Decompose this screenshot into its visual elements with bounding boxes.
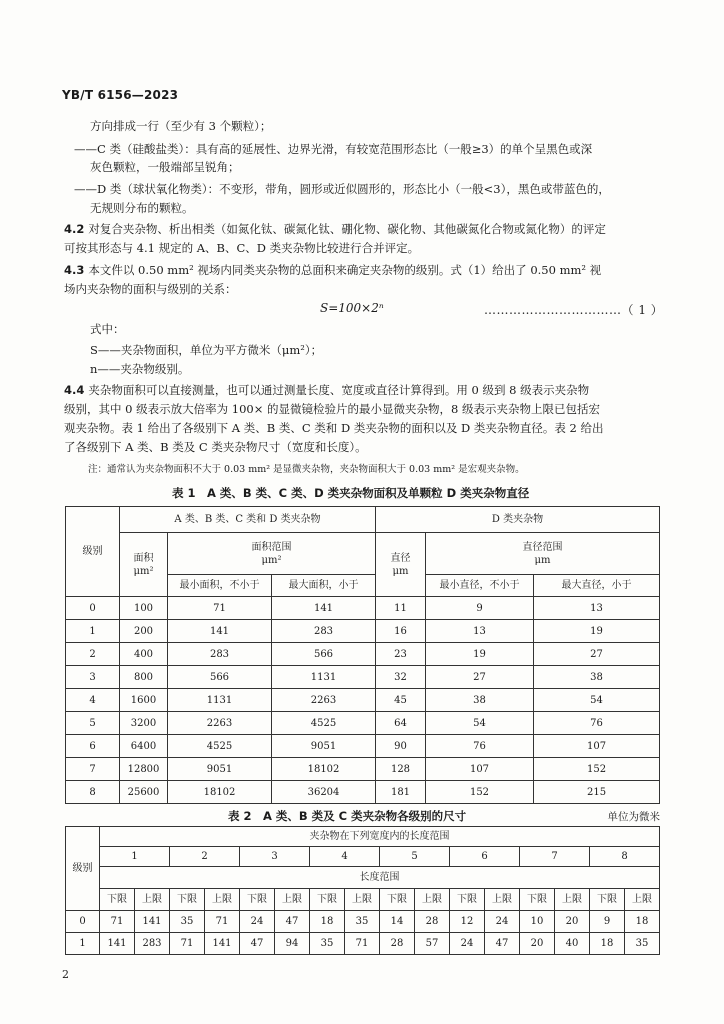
header-area-range-unit: μm² bbox=[261, 554, 282, 566]
para-line: 场内夹杂物的面积与级别的关系： bbox=[64, 282, 237, 296]
para-line: 方向排成一行（至少有 3 个颗粒）； bbox=[90, 119, 272, 133]
width-header: 7 bbox=[520, 847, 590, 867]
table-cell: 9051 bbox=[168, 758, 272, 781]
table-row bbox=[66, 781, 660, 804]
table-cell: 27 bbox=[426, 666, 534, 689]
list-item-d: ——D 类（球状氧化物类）：不变形，带角，圆形或近似圆形的，形态比小（一般<3），黑色或带蓝色的， bbox=[74, 182, 610, 196]
upper-limit-header: 上限 bbox=[275, 889, 310, 911]
table-cell: 100 bbox=[120, 597, 168, 620]
header-diameter-unit: μm bbox=[392, 565, 409, 577]
table-cell: 35 bbox=[310, 933, 345, 955]
header-level: 级别 bbox=[66, 827, 100, 911]
definition-s: S——夹杂物面积，单位为平方微米（μm²）； bbox=[90, 343, 323, 357]
table-cell: 0 bbox=[66, 597, 120, 620]
note: 注：通常认为夹杂物面积不大于 0.03 mm² 是显微夹杂物，夹杂物面积大于 0.03 mm² 是宏观夹杂物。 bbox=[88, 464, 525, 475]
header-level: 级别 bbox=[66, 507, 120, 597]
table-cell: 8 bbox=[66, 781, 120, 804]
table-cell: 4 bbox=[66, 689, 120, 712]
table-cell: 1 bbox=[66, 933, 100, 955]
table-cell: 12800 bbox=[120, 758, 168, 781]
lower-limit-header: 下限 bbox=[170, 889, 205, 911]
table-row bbox=[66, 911, 660, 933]
table-cell: 71 bbox=[205, 911, 240, 933]
upper-limit-header: 上限 bbox=[485, 889, 520, 911]
table-cell: 3200 bbox=[120, 712, 168, 735]
header-area-range-label: 面积范围 bbox=[251, 541, 292, 553]
table-cell: 141 bbox=[100, 933, 135, 955]
para-line: 无规则分布的颗粒。 bbox=[90, 201, 194, 215]
table-cell: 71 bbox=[168, 597, 272, 620]
table-cell: 36204 bbox=[272, 781, 376, 804]
table-cell: 94 bbox=[275, 933, 310, 955]
table-cell: 76 bbox=[426, 735, 534, 758]
header-area-range bbox=[168, 533, 376, 575]
lower-limit-header: 下限 bbox=[100, 889, 135, 911]
table1-caption: 表 1 A 类、B 类、C 类、D 类夹杂物面积及单颗粒 D 类夹杂物直径 bbox=[172, 486, 530, 500]
header-title: 夹杂物在下列宽度内的长度范围 bbox=[100, 827, 660, 847]
header-area-unit: μm² bbox=[133, 565, 154, 577]
header-max-diameter: 最大直径，小于 bbox=[534, 575, 660, 597]
table-cell: 12 bbox=[450, 911, 485, 933]
table-cell: 10 bbox=[520, 911, 555, 933]
list-item-c: ——C 类（硅酸盐类）：具有高的延展性、边界光滑，有较宽范围形态比（一般≥3）的单个呈黑色或深 bbox=[74, 142, 593, 156]
table-cell: 19 bbox=[534, 620, 660, 643]
table-cell: 3 bbox=[66, 666, 120, 689]
lower-limit-header: 下限 bbox=[520, 889, 555, 911]
formula-number: ……………………………（ 1 ） bbox=[484, 303, 664, 317]
table-cell: 283 bbox=[168, 643, 272, 666]
section-4-3 bbox=[64, 261, 601, 279]
table-cell: 13 bbox=[426, 620, 534, 643]
header-min-diameter: 最小直径，不小于 bbox=[426, 575, 534, 597]
table-row bbox=[66, 689, 660, 712]
width-header: 1 bbox=[100, 847, 170, 867]
para-line: 对复合夹杂物、析出相类（如氮化钛、碳氮化钛、硼化物、碳化物、其他碳氮化合物或氮化物）的评定 bbox=[88, 222, 606, 236]
table-row bbox=[66, 643, 660, 666]
table-cell: 141 bbox=[205, 933, 240, 955]
table-cell: 27 bbox=[534, 643, 660, 666]
table-cell: 24 bbox=[450, 933, 485, 955]
table-cell: 24 bbox=[485, 911, 520, 933]
table-row bbox=[66, 758, 660, 781]
table-cell: 1 bbox=[66, 620, 120, 643]
table-cell: 400 bbox=[120, 643, 168, 666]
table-cell: 152 bbox=[534, 758, 660, 781]
table-cell: 11 bbox=[376, 597, 426, 620]
lower-limit-header: 下限 bbox=[240, 889, 275, 911]
para-line: 观夹杂物。表 1 给出了各级别下 A 类、B 类、C 类和 D 类夹杂物的面积以及 D 类夹杂物直径。表 2 给出 bbox=[64, 421, 604, 435]
width-header: 3 bbox=[240, 847, 310, 867]
upper-limit-header: 上限 bbox=[345, 889, 380, 911]
header-length-range: 长度范围 bbox=[100, 867, 660, 889]
lower-limit-header: 下限 bbox=[380, 889, 415, 911]
table-row bbox=[66, 933, 660, 955]
page-number: 2 bbox=[62, 968, 69, 981]
table-cell: 4525 bbox=[168, 735, 272, 758]
definition-n: n——夹杂物级别。 bbox=[90, 362, 190, 376]
table-cell: 2263 bbox=[272, 689, 376, 712]
table2-caption: 表 2 A 类、B 类及 C 类夹杂物各级别的尺寸 bbox=[228, 809, 467, 823]
width-header: 8 bbox=[590, 847, 660, 867]
table-cell: 9051 bbox=[272, 735, 376, 758]
table-cell: 25600 bbox=[120, 781, 168, 804]
section-number: 4.2 bbox=[64, 222, 85, 236]
table-cell: 13 bbox=[534, 597, 660, 620]
lower-limit-header: 下限 bbox=[450, 889, 485, 911]
table-cell: 2263 bbox=[168, 712, 272, 735]
table-row bbox=[66, 712, 660, 735]
table-cell: 76 bbox=[534, 712, 660, 735]
width-header: 4 bbox=[310, 847, 380, 867]
upper-limit-header: 上限 bbox=[415, 889, 450, 911]
table-cell: 0 bbox=[66, 911, 100, 933]
header-diameter bbox=[376, 533, 426, 597]
table-cell: 24 bbox=[240, 911, 275, 933]
table-cell: 18 bbox=[625, 911, 660, 933]
table-row bbox=[66, 620, 660, 643]
table-cell: 18 bbox=[310, 911, 345, 933]
table-cell: 54 bbox=[426, 712, 534, 735]
table-cell: 40 bbox=[555, 933, 590, 955]
table-cell: 35 bbox=[345, 911, 380, 933]
header-max-area: 最大面积，小于 bbox=[272, 575, 376, 597]
table-cell: 6400 bbox=[120, 735, 168, 758]
table-cell: 141 bbox=[272, 597, 376, 620]
table-cell: 128 bbox=[376, 758, 426, 781]
table-cell: 5 bbox=[66, 712, 120, 735]
table-cell: 45 bbox=[376, 689, 426, 712]
section-number: 4.3 bbox=[64, 263, 85, 277]
para-line: 了各级别下 A 类、B 类及 C 类夹杂物尺寸（宽度和长度）。 bbox=[64, 440, 367, 454]
table-cell: 47 bbox=[275, 911, 310, 933]
table2 bbox=[65, 826, 660, 955]
table-cell: 1131 bbox=[272, 666, 376, 689]
where-label: 式中： bbox=[90, 322, 125, 336]
table-cell: 90 bbox=[376, 735, 426, 758]
header-diameter-label: 直径 bbox=[390, 552, 411, 564]
table-cell: 35 bbox=[625, 933, 660, 955]
table-cell: 18102 bbox=[272, 758, 376, 781]
table-cell: 800 bbox=[120, 666, 168, 689]
table-cell: 2 bbox=[66, 643, 120, 666]
width-header: 2 bbox=[170, 847, 240, 867]
header-diameter-range-label: 直径范围 bbox=[522, 541, 563, 553]
table-cell: 19 bbox=[426, 643, 534, 666]
table-cell: 54 bbox=[534, 689, 660, 712]
limit-header-row bbox=[66, 889, 660, 911]
section-4-4 bbox=[64, 381, 589, 399]
para-line: 可按其形态与 4.1 规定的 A、B、C、D 类夹杂物比较进行合并评定。 bbox=[64, 241, 420, 255]
table-cell: 4525 bbox=[272, 712, 376, 735]
table-row bbox=[66, 735, 660, 758]
lower-limit-header: 下限 bbox=[310, 889, 345, 911]
table-cell: 283 bbox=[272, 620, 376, 643]
header-diameter-range bbox=[426, 533, 660, 575]
table-cell: 141 bbox=[135, 911, 170, 933]
section-number: 4.4 bbox=[64, 383, 85, 397]
table-cell: 18 bbox=[590, 933, 625, 955]
table-cell: 181 bbox=[376, 781, 426, 804]
table-cell: 71 bbox=[170, 933, 205, 955]
table-cell: 141 bbox=[168, 620, 272, 643]
header-area bbox=[120, 533, 168, 597]
lower-limit-header: 下限 bbox=[590, 889, 625, 911]
table-cell: 566 bbox=[272, 643, 376, 666]
table-cell: 23 bbox=[376, 643, 426, 666]
width-header: 5 bbox=[380, 847, 450, 867]
table-row bbox=[66, 597, 660, 620]
upper-limit-header: 上限 bbox=[205, 889, 240, 911]
header-diameter-range-unit: μm bbox=[534, 554, 551, 566]
header-group-d: D 类夹杂物 bbox=[376, 507, 660, 533]
table-cell: 38 bbox=[426, 689, 534, 712]
document-id: YB/T 6156—2023 bbox=[62, 88, 179, 102]
table-cell: 16 bbox=[376, 620, 426, 643]
table-cell: 200 bbox=[120, 620, 168, 643]
table-cell: 107 bbox=[534, 735, 660, 758]
para-line: 灰色颗粒，一般端部呈锐角； bbox=[90, 160, 240, 174]
table-row bbox=[66, 666, 660, 689]
table1 bbox=[65, 506, 660, 804]
table-cell: 20 bbox=[520, 933, 555, 955]
table2-body bbox=[66, 911, 660, 955]
table-cell: 47 bbox=[240, 933, 275, 955]
table-cell: 71 bbox=[345, 933, 380, 955]
table-cell: 20 bbox=[555, 911, 590, 933]
table1-body bbox=[66, 597, 660, 804]
header-group-abcd: A 类、B 类、C 类和 D 类夹杂物 bbox=[120, 507, 376, 533]
table-cell: 9 bbox=[426, 597, 534, 620]
table-cell: 64 bbox=[376, 712, 426, 735]
width-header: 6 bbox=[450, 847, 520, 867]
table-cell: 1600 bbox=[120, 689, 168, 712]
para-line: 夹杂物面积可以直接测量，也可以通过测量长度、宽度或直径计算得到。用 0 级到 8 级表示夹杂物 bbox=[88, 383, 590, 397]
para-line: 级别，其中 0 级表示放大倍率为 100× 的显微镜检验片的最小显微夹杂物，8 级表示夹杂物上限已包括宏 bbox=[64, 402, 600, 416]
table2-unit: 单位为微米 bbox=[607, 811, 660, 823]
upper-limit-header: 上限 bbox=[135, 889, 170, 911]
table-cell: 215 bbox=[534, 781, 660, 804]
table-cell: 28 bbox=[415, 911, 450, 933]
table-cell: 1131 bbox=[168, 689, 272, 712]
table-cell: 283 bbox=[135, 933, 170, 955]
table-cell: 9 bbox=[590, 911, 625, 933]
para-line: 本文件以 0.50 mm² 视场内同类夹杂物的总面积来确定夹杂物的级别。式（1）给出了 0.50 mm² 视 bbox=[88, 263, 602, 277]
table-cell: 14 bbox=[380, 911, 415, 933]
upper-limit-header: 上限 bbox=[555, 889, 590, 911]
table-cell: 35 bbox=[170, 911, 205, 933]
table-cell: 47 bbox=[485, 933, 520, 955]
header-area-label: 面积 bbox=[133, 552, 154, 564]
formula: S=100×2ⁿ bbox=[320, 301, 384, 315]
table-cell: 32 bbox=[376, 666, 426, 689]
upper-limit-header: 上限 bbox=[625, 889, 660, 911]
table-cell: 71 bbox=[100, 911, 135, 933]
table-cell: 38 bbox=[534, 666, 660, 689]
table-cell: 152 bbox=[426, 781, 534, 804]
section-4-2 bbox=[64, 220, 606, 238]
table-cell: 28 bbox=[380, 933, 415, 955]
table-cell: 18102 bbox=[168, 781, 272, 804]
header-min-area: 最小面积，不小于 bbox=[168, 575, 272, 597]
table-cell: 57 bbox=[415, 933, 450, 955]
width-header-row bbox=[66, 847, 660, 867]
table-cell: 6 bbox=[66, 735, 120, 758]
table-cell: 566 bbox=[168, 666, 272, 689]
table-cell: 107 bbox=[426, 758, 534, 781]
table-cell: 7 bbox=[66, 758, 120, 781]
